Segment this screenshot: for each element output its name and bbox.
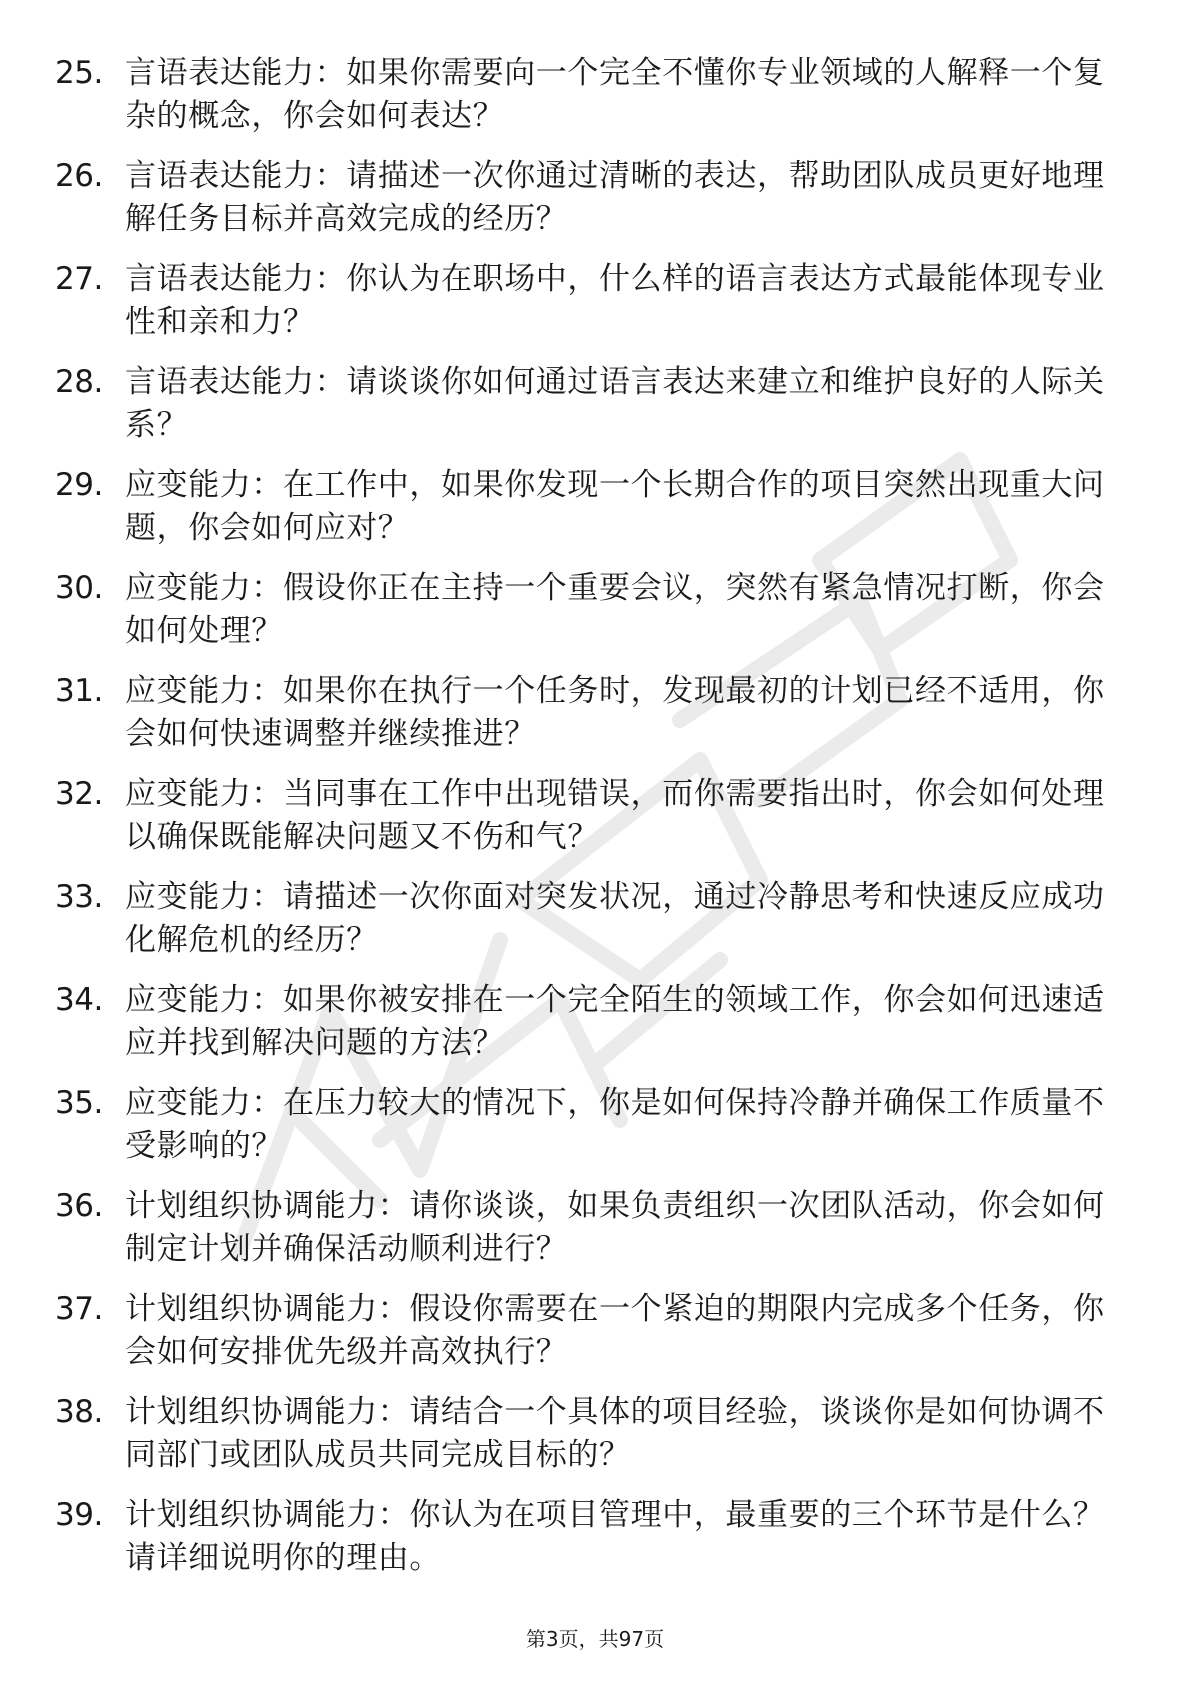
question-item	[55, 773, 1115, 876]
question-item	[55, 567, 1115, 670]
question-number: 36.	[55, 1188, 103, 1224]
question-number: 30.	[55, 570, 103, 606]
question-number: 29.	[55, 467, 103, 503]
question-text: 应变能力：请描述一次你面对突发状况，通过冷静思考和快速反应成功化解危机的经历？	[125, 879, 1105, 958]
question-text: 应变能力：当同事在工作中出现错误，而你需要指出时，你会如何处理以确保既能解决问题又不伤和气？	[125, 776, 1105, 855]
question-number: 35.	[55, 1085, 103, 1121]
question-text: 应变能力：假设你正在主持一个重要会议，突然有紧急情况打断，你会如何处理？	[125, 570, 1105, 649]
question-text: 应变能力：如果你被安排在一个完全陌生的领域工作，你会如何迅速适应并找到解决问题的方法？	[125, 982, 1105, 1061]
question-item	[55, 1494, 1115, 1597]
page-footer	[0, 1626, 1190, 1652]
question-text: 计划组织协调能力：请结合一个具体的项目经验，谈谈你是如何协调不同部门或团队成员共同完成目标的？	[125, 1394, 1105, 1473]
question-number: 28.	[55, 364, 103, 400]
page-number-label: 第3页，共97页	[525, 1627, 665, 1651]
question-number: 25.	[55, 55, 103, 91]
question-item	[55, 1288, 1115, 1391]
question-text: 应变能力：在压力较大的情况下，你是如何保持冷静并确保工作质量不受影响的？	[125, 1085, 1105, 1164]
question-text: 计划组织协调能力：请你谈谈，如果负责组织一次团队活动，你会如何制定计划并确保活动顺利进行？	[125, 1188, 1105, 1267]
question-number: 26.	[55, 158, 103, 194]
question-number: 32.	[55, 776, 103, 812]
question-text: 言语表达能力：你认为在职场中，什么样的语言表达方式最能体现专业性和亲和力？	[125, 261, 1105, 340]
question-text: 言语表达能力：请描述一次你通过清晰的表达，帮助团队成员更好地理解任务目标并高效完成的经历？	[125, 158, 1105, 237]
question-item	[55, 52, 1115, 155]
question-item	[55, 361, 1115, 464]
question-text: 计划组织协调能力：你认为在项目管理中，最重要的三个环节是什么？请详细说明你的理由。	[125, 1497, 1105, 1576]
question-item	[55, 1185, 1115, 1288]
question-number: 39.	[55, 1497, 103, 1533]
question-item	[55, 670, 1115, 773]
question-item	[55, 258, 1115, 361]
question-item	[55, 1391, 1115, 1494]
question-text: 计划组织协调能力：假设你需要在一个紧迫的期限内完成多个任务，你会如何安排优先级并高效执行？	[125, 1291, 1105, 1370]
question-number: 27.	[55, 261, 103, 297]
question-number: 31.	[55, 673, 103, 709]
question-item	[55, 876, 1115, 979]
question-item	[55, 979, 1115, 1082]
question-number: 37.	[55, 1291, 103, 1327]
question-number: 34.	[55, 982, 103, 1018]
question-item	[55, 155, 1115, 258]
question-item	[55, 1082, 1115, 1185]
question-text: 应变能力：如果你在执行一个任务时，发现最初的计划已经不适用，你会如何快速调整并继续推进？	[125, 673, 1105, 752]
question-number: 33.	[55, 879, 103, 915]
question-list	[55, 52, 1115, 1597]
question-item	[55, 464, 1115, 567]
question-text: 言语表达能力：请谈谈你如何通过语言表达来建立和维护良好的人际关系？	[125, 364, 1105, 443]
question-text: 言语表达能力：如果你需要向一个完全不懂你专业领域的人解释一个复杂的概念，你会如何表达？	[125, 55, 1105, 134]
question-text: 应变能力：在工作中，如果你发现一个长期合作的项目突然出现重大问题，你会如何应对？	[125, 467, 1105, 546]
question-number: 38.	[55, 1394, 103, 1430]
